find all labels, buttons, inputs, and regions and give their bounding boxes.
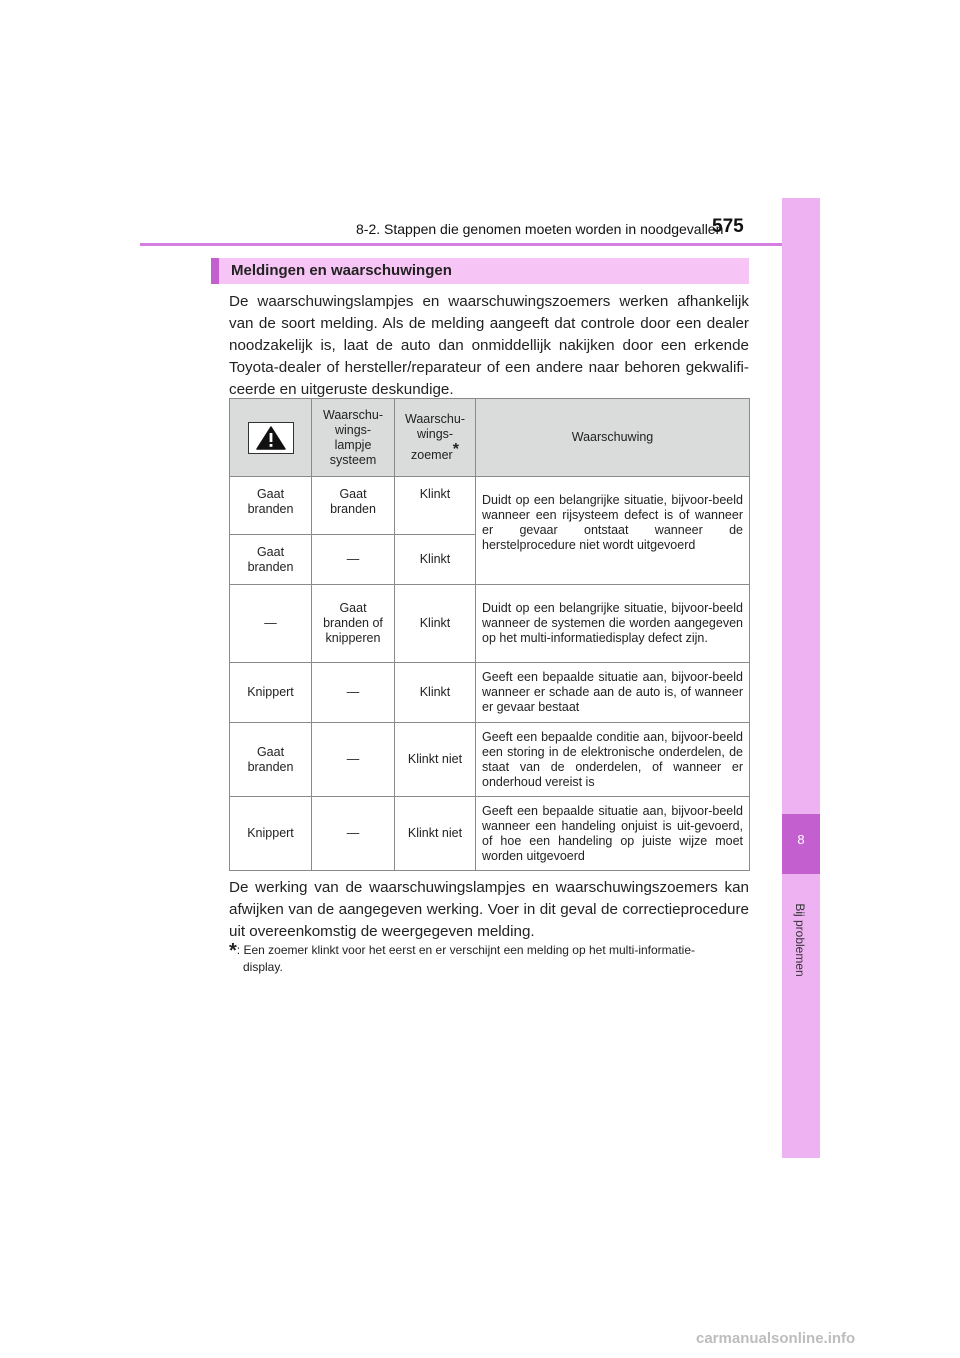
side-tab-strip [782, 198, 820, 1158]
cell-icon: Gaat branden [230, 477, 312, 535]
section-heading: Meldingen en waarschuwingen [211, 258, 749, 284]
cell-description: Geeft een bepaalde conditie aan, bijvoor-beeld een storing in de elektronische onderdelen, de staat van de onderdelen, of wanneer er onderhoud vereist is [476, 723, 750, 797]
table-row [230, 663, 750, 723]
footnote [229, 940, 749, 976]
cell-buzzer: Klinkt [395, 585, 476, 663]
chapter-title: Bij problemen [793, 903, 807, 977]
cell-description: Duidt op een belangrijke situatie, bijvoor-beeld wanneer een rijsysteem defect is of wanneer er gevaar ontstaat wanneer de herstelprocedure niet wordt uitgevoerd [476, 477, 750, 585]
footnote-text-cont: display. [243, 960, 283, 974]
cell-lamp: Gaat branden of knipperen [312, 585, 395, 663]
header-icon-cell [230, 399, 312, 477]
cell-lamp: Gaat branden [312, 477, 395, 535]
header-buzzer-label: Waarschu-wings-zoemer [405, 411, 465, 463]
cell-description: Geeft een bepaalde situatie aan, bijvoor-beeld wanneer een handeling onjuist is uit-gevoerd, of hoe een handeling op juiste wijze moet worden uitgevoerd [476, 797, 750, 871]
table-header-row [230, 399, 750, 477]
cell-description: Duidt op een belangrijke situatie, bijvoor-beeld wanneer de systemen die worden aangegeven op het multi-informatiedisplay defect zijn. [476, 585, 750, 663]
cell-icon: Gaat branden [230, 535, 312, 585]
table-row [230, 797, 750, 871]
intro-paragraph: De waarschuwingslampjes en waarschuwingszoemers werken afhankelijk van de soort melding. Als de melding aangeeft dat controle door een dealer noodzakelijk is, laat de auto dan onmiddellijk nakijken door een erkende Toyota-dealer of hersteller/reparateur of een andere naar behoren gekwalifi-ceerde en uitgeruste deskundige. [229, 293, 749, 398]
header-warning: Waarschuwing [476, 399, 750, 477]
page-number: 575 [712, 216, 744, 237]
chapter-label [787, 880, 813, 1000]
outro-paragraph: De werking van de waarschuwingslampjes en waarschuwingszoemers kan afwijken van de aangegeven werking. Voer in dit geval de correctieprocedure uit overeenkomstig de weergegeven melding. [229, 879, 749, 940]
header-rule [140, 243, 820, 246]
header-lamp: Waarschu-wings-lampje systeem [312, 399, 395, 477]
section-title: 8-2. Stappen die genomen moeten worden in noodgevallen [356, 221, 724, 237]
cell-lamp: — [312, 663, 395, 723]
cell-lamp: — [312, 535, 395, 585]
cell-icon: — [230, 585, 312, 663]
cell-icon: Gaat branden [230, 723, 312, 797]
footnote-text: : Een zoemer klinkt voor het eerst en er verschijnt een melding op het multi-informatie- [236, 943, 696, 957]
watermark: carmanualsonline.info [696, 1330, 856, 1347]
header-buzzer-mark: * [452, 440, 459, 458]
cell-lamp: — [312, 723, 395, 797]
table-row [230, 477, 750, 535]
cell-icon: Knippert [230, 797, 312, 871]
footnote-mark: * [229, 940, 237, 962]
warning-table [229, 398, 750, 871]
chapter-number: 8 [797, 832, 805, 847]
cell-buzzer: Klinkt niet [395, 723, 476, 797]
cell-buzzer: Klinkt niet [395, 797, 476, 871]
warning-triangle-icon [248, 422, 294, 454]
table-row [230, 585, 750, 663]
cell-buzzer: Klinkt [395, 535, 476, 585]
cell-buzzer: Klinkt [395, 477, 476, 535]
cell-lamp: — [312, 797, 395, 871]
cell-description: Geeft een bepaalde situatie aan, bijvoor-beeld wanneer er schade aan de auto is, of wanneer er gevaar bestaat [476, 663, 750, 723]
table-row [230, 723, 750, 797]
cell-icon: Knippert [230, 663, 312, 723]
header-buzzer [395, 399, 476, 477]
cell-buzzer: Klinkt [395, 663, 476, 723]
